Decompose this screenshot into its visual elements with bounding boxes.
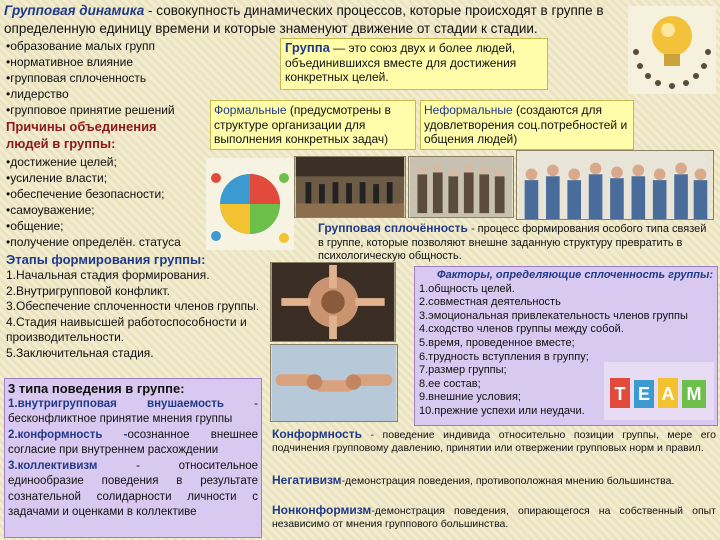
list-item: •образование малых групп xyxy=(6,39,156,53)
team-letter: E xyxy=(637,384,651,404)
team-letter: M xyxy=(686,384,702,404)
behavior-heading: 3 типа поведения в группе: xyxy=(8,381,185,396)
list-item: •лидерство xyxy=(6,87,69,101)
nonconformism-text: -демонстрация поведения, опирающегося на собственный опыт независимо от мнения группового большинства. xyxy=(272,505,716,530)
list-item: •получение определён. статуса xyxy=(6,235,181,249)
factors-heading: Факторы, определяющие сплоченность группы: xyxy=(437,269,713,281)
team-figures-icon xyxy=(604,362,714,420)
stages-list xyxy=(6,268,260,361)
team-image xyxy=(604,362,714,420)
list-item: 5.Заключительная стадия. xyxy=(6,345,154,360)
formal-term: Формальные xyxy=(214,103,287,117)
linked-hands-photo xyxy=(270,344,398,422)
list-item: 10.прежние успехи или неудачи. xyxy=(419,404,585,417)
behavior-item xyxy=(8,459,258,521)
informal-groups-box xyxy=(420,100,634,150)
behavior-types-box xyxy=(4,378,262,538)
nonconformism-term: Нонконформизм xyxy=(272,503,372,517)
behavior-text: - относительное единообразие поведения в результате сознательной солидарности личности с задачами и оценками в коллективе xyxy=(8,459,258,518)
nonconformism-definition xyxy=(272,504,716,531)
team-letter: T xyxy=(614,384,626,404)
list-item: 2.Внутригрупповой конфликт. xyxy=(6,283,170,298)
informal-text: (создаются для удовлетворения соц.потребностей и общения людей) xyxy=(424,103,628,146)
conformity-term: Конформность xyxy=(272,427,362,441)
conformity-text: - поведение индивида относительно позиции группы, мере его подчинения групповому давлению, принятии или отвержении групповых норм и правил. xyxy=(272,429,716,454)
list-item: 3.Обеспечение сплоченности членов группы. xyxy=(6,299,260,313)
behavior-term: 2.конформность - xyxy=(8,428,128,441)
stages-heading: Этапы формирования группы: xyxy=(6,252,206,267)
list-item: •усиление власти; xyxy=(6,171,108,185)
list-item: •самоуважение; xyxy=(6,203,95,217)
list-item: •достижение целей; xyxy=(6,155,117,169)
cohesion-definition xyxy=(318,222,714,264)
list-item: •обеспечение безопасности; xyxy=(6,187,165,201)
list-item: 4.Стадия наивысшей работоспособности и производительности. xyxy=(6,314,247,344)
processes-list xyxy=(6,38,175,118)
behavior-item xyxy=(8,397,258,428)
list-item: •групповая сплоченность xyxy=(6,71,147,85)
list-item: 1.Начальная стадия формирования. xyxy=(6,268,210,282)
title-text: - совокупность динамических процессов, которые происходят в группе в xyxy=(148,3,604,18)
list-item: 7.размер группы; xyxy=(419,364,507,377)
title-line-2: определенную единицу времени и которые знаменуют движение от стадии к стадии. xyxy=(4,21,538,36)
cohesion-term: Групповая сплочённость xyxy=(318,221,468,235)
list-item: 2.совместная деятельность xyxy=(419,296,561,309)
puzzle-people-image xyxy=(206,158,294,250)
formal-groups-box xyxy=(210,100,416,150)
negativism-text: -демонстрация поведения, противоположная мнению большинства. xyxy=(341,475,675,487)
group-definition-text: — это союз двух и более людей, объединившихся вместе для достижения конкретных целей. xyxy=(285,41,517,84)
list-item: •общение; xyxy=(6,219,64,233)
list-item: 9.внешние условия; xyxy=(419,391,521,404)
hands-circle-photo xyxy=(270,262,396,342)
group-definition-box xyxy=(280,38,548,90)
reasons-heading xyxy=(6,118,206,152)
crowd-photo xyxy=(516,150,714,220)
lightbulb-people-image xyxy=(628,6,716,94)
list-item: 8.ее состав; xyxy=(419,377,481,390)
list-item: 1.общность целей. xyxy=(419,282,515,295)
lightbulb-icon xyxy=(628,6,716,94)
negativism-term: Негативизм xyxy=(272,473,342,487)
list-item: •групповое принятие решений xyxy=(6,103,175,117)
list-item: •нормативное влияние xyxy=(6,55,134,69)
puzzle-icon xyxy=(206,158,294,250)
behavior-term: 1.внутригрупповая внушаемость xyxy=(8,397,224,410)
team-letter: A xyxy=(661,384,675,404)
group-term: Группа xyxy=(285,40,330,55)
historical-group-photo xyxy=(408,156,514,218)
cohesion-text: - процесс формирования особого типа связей в группе, которые позволяют внешне заданную структуру превратить в психологическую общность. xyxy=(318,223,707,262)
list-item: 4.сходство членов группы между собой. xyxy=(419,323,624,336)
list-item: 3.эмоциональная привлекательность членов группы xyxy=(419,309,688,322)
title-term: Групповая динамика xyxy=(4,3,145,18)
reasons-heading-line2: людей в группы: xyxy=(6,136,116,151)
conformity-definition xyxy=(272,428,716,455)
behavior-text: осознанное внешнее согласие при внутреннем расхождении xyxy=(8,428,258,456)
behavior-term: 3.коллективизм xyxy=(8,459,98,472)
reasons-heading-line1: Причины объединения xyxy=(6,119,157,134)
reasons-list xyxy=(6,154,181,250)
list-item: 6.трудность вступления в группу; xyxy=(419,350,589,363)
formal-text: (предусмотрены в структуре организации для выполнения конкретных задач) xyxy=(214,103,391,146)
meeting-hall-photo xyxy=(294,156,406,218)
negativism-definition xyxy=(272,474,716,488)
list-item: 5.время, проведенное вместе; xyxy=(419,336,575,349)
informal-term: Неформальные xyxy=(424,103,513,117)
page-title xyxy=(4,2,720,19)
behavior-item xyxy=(8,428,258,459)
behavior-text: - бесконфликтное принятие мнения группы xyxy=(8,397,258,425)
